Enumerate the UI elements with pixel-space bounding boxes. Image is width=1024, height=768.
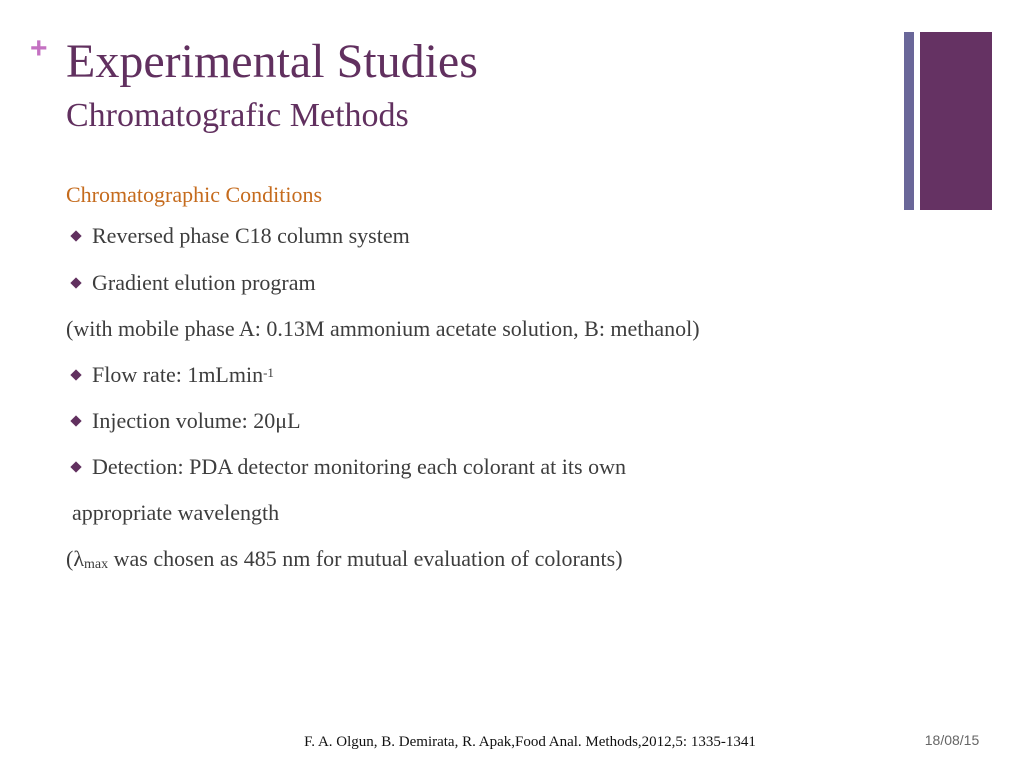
- flow-rate-exponent: -1: [263, 365, 274, 380]
- diamond-bullet-icon: [70, 461, 81, 472]
- list-item-text: Reversed phase C18 column system: [92, 223, 410, 248]
- list-item-text: Gradient elution program: [92, 270, 316, 295]
- slide-body: [66, 178, 906, 582]
- diamond-bullet-icon: [70, 277, 81, 288]
- lambda-open: (λ: [66, 546, 84, 571]
- page-title: Experimental Studies: [66, 35, 478, 88]
- lambda-note: [66, 536, 906, 582]
- lambda-rest: was chosen as 485 nm for mutual evaluation of colorants): [108, 546, 623, 571]
- list-item-detection: [66, 444, 906, 490]
- mobile-phase-note: [66, 306, 906, 352]
- plus-icon: +: [30, 32, 48, 65]
- list-item-flow-rate: [66, 352, 906, 398]
- list-item-column: [66, 212, 906, 260]
- mobile-phase-text: (with mobile phase A: 0.13M ammonium acetate solution, B: methanol): [66, 316, 700, 341]
- slide-date: 18/08/15: [924, 732, 980, 748]
- list-item-gradient: [66, 260, 906, 306]
- section-heading: Chromatographic Conditions: [66, 182, 323, 207]
- diamond-bullet-icon: [70, 415, 81, 426]
- list-item-text: Detection: PDA detector monitoring each colorant at its own: [92, 454, 626, 479]
- list-item-text: Injection volume: 20μL: [92, 408, 301, 433]
- lambda-subscript: max: [84, 557, 109, 572]
- page-subtitle: Chromatografic Methods: [66, 97, 409, 134]
- diamond-bullet-icon: [70, 369, 81, 380]
- detection-continuation: [66, 490, 906, 536]
- footer-citation: F. A. Olgun, B. Demirata, R. Apak,Food Anal. Methods,2012,5: 1335-1341: [304, 734, 756, 750]
- diamond-bullet-icon: [70, 230, 81, 241]
- list-item-injection: [66, 398, 906, 444]
- list-item-text: Flow rate: 1mLmin: [92, 362, 264, 387]
- decoration-thick-bar: [920, 32, 992, 210]
- detection-continuation-text: appropriate wavelength: [72, 500, 280, 525]
